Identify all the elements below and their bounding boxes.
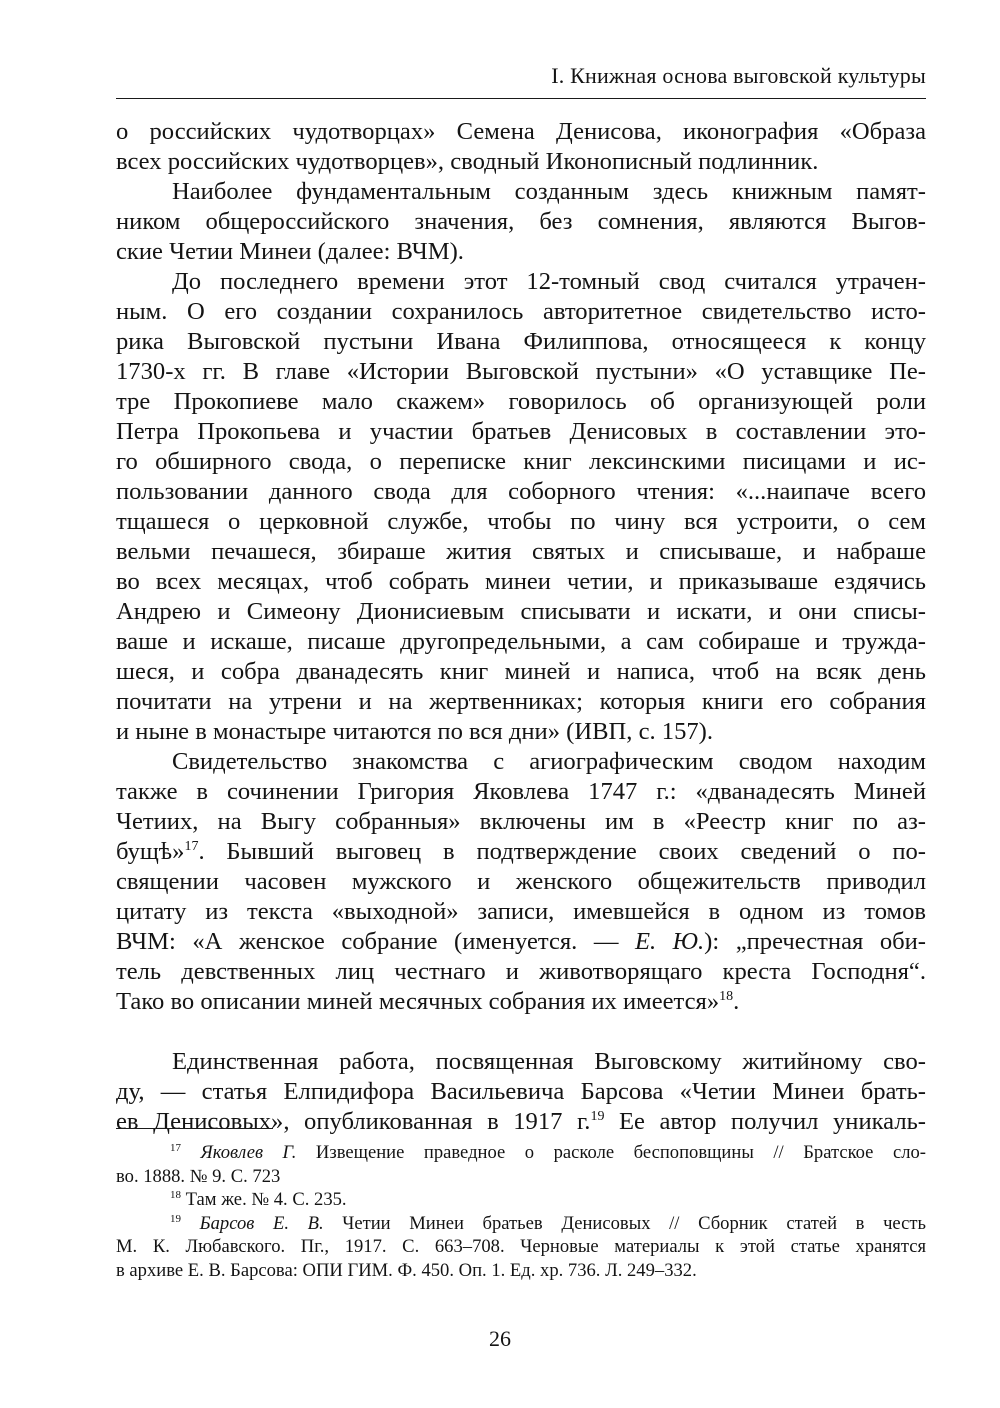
editor-initials: Е. Ю. [634,928,705,955]
text-line: Наиболее фундаментальным созданным здесь книжным памят- [172,178,926,205]
footnote-rule [116,1128,273,1129]
text-line: рика Выговской пустыни Ивана Филиппова, относящееся к концу [116,328,926,355]
text-segment: Тако во описании миней месячных собрания их имеется» [116,988,720,1015]
text-line: священии часовен мужского и женского общежительств приводил [116,868,926,895]
paragraph-4 [116,747,926,1017]
text-line: ские Четии Минеи (далее: ВЧМ). [116,238,464,265]
text-line [116,1141,926,1165]
footnote-number: 18 [170,1189,181,1201]
text-line: вельми печашеся, збираше жития святых и списываше, и набраше [116,538,926,565]
footnote-author: Барсов Е. В. [199,1212,324,1234]
footnote-ref-19[interactable]: 19 [590,1108,605,1124]
footnotes [116,1141,926,1283]
text-segment: . Бывший выговец в подтверждение своих сведений о по- [198,838,926,865]
text-line: М. К. Любавского. Пг., 1917. С. 663–708. Черновые материалы к этой статье хранятся [116,1236,926,1258]
text-line [116,927,926,957]
footnote-19 [116,1212,926,1283]
text-line [116,1212,926,1236]
text-line: Петра Прокопьева и участии братьев Денисовых в составлении это- [116,418,926,445]
text-line: Четиих, на Выгу собранныя» включены им в «Реестр книг по аз- [116,808,926,835]
text-line: ным. О его создании сохранилось авторитетное свидетельство исто- [116,298,926,325]
main-text [116,117,926,1137]
text-segment: бущѣ» [116,838,185,865]
footnote-18 [116,1188,926,1212]
text-line: почитати на утрени и на жертвенниках; которыя книги его собрания [116,688,926,715]
text-line [116,837,926,867]
text-line: пользовании данного свода для соборного чтения: «...наипаче всего [116,478,926,505]
text-line: также в сочинении Григория Яковлева 1747 г.: «дванадесять Миней [116,778,926,805]
paragraph-2 [116,177,926,267]
page-number: 26 [489,1326,511,1351]
text-line: и ныне в монастыре читаются по вся дни» (ИВП, с. 157). [116,718,714,745]
footnote-ref-18[interactable]: 18 [719,988,734,1004]
text-line: Андрею и Симеону Дионисиевым списывати и искати, и они списы- [116,598,926,625]
text-line: 1730-х гг. В главе «Истории Выговской пустыни» «О уставщике Пе- [116,358,926,385]
text-segment: ВЧМ: «А женское собрание (именуется. — [116,928,619,955]
text-line [116,1107,926,1137]
footnote-ref-17[interactable]: 17 [184,838,199,854]
text-line: ником общероссийского значения, без сомнения, являются Выгов- [116,208,926,235]
text-segment: ев Денисовых», опубликованная в 1917 г. [116,1108,591,1135]
header-rule [116,98,926,99]
footnote-author: Яковлев Г. [200,1142,297,1163]
text-line: ду, — статья Елпидифора Васильевича Барсова «Четии Минеи брать- [116,1078,926,1105]
text-line: тель девственных лиц честнаго и животворящаго креста Господня“. [116,958,926,985]
text-line: го обширного свода, о переписке книг лексинскими писицами и ис- [116,448,926,475]
text-segment: Ее автор получил уникаль- [604,1108,926,1135]
text-line: ваше и искаше, писаше другопредельными, а сам собираше и тружда- [116,628,926,655]
paragraph-5 [116,1047,926,1137]
text-line: Свидетельство знакомства с агиографическим сводом находим [172,748,926,775]
text-line: о российских чудотворцах» Семена Денисова, иконография «Образа [116,118,926,145]
footnote-17 [116,1141,926,1188]
text-segment: Четии Минеи братьев Денисовых // Сборник статей в честь [323,1212,927,1234]
text-line: тщашеся о церковной службе, чтобы по чину вся устроити, о сем [116,508,926,535]
footnote-number: 19 [170,1212,181,1225]
text-line: Тако во описании миней месячных собрания их имеется»$^{18}$. [116,988,740,1015]
paragraph-3 [116,267,926,747]
running-head: I. Книжная основа выговской культуры [551,63,926,88]
text-segment: Извещение праведное о расколе беспоповщины // Братское сло- [296,1142,926,1163]
text-line: До последнего времени этот 12-томный свод считался утрачен- [172,268,926,295]
text-line: цитату из текста «выходной» записи, имевшейся в одном из томов [116,898,926,925]
text-line: в архиве Е. В. Барсова: ОПИ ГИМ. Ф. 450. Оп. 1. Ед. хр. 736. Л. 249–332. [116,1259,697,1281]
text-line: всех российских чудотворцев», сводный Иконописный подлинник. [116,148,819,175]
text-segment: ): „пречестная оби- [704,928,926,955]
text-line: Единственная работа, посвященная Выговскому житийному сво- [172,1048,926,1075]
paragraph-1 [116,117,926,177]
text-line [116,1188,926,1212]
text-segment: Там же. № 4. С. 235. [181,1189,347,1211]
text-line: шеся, и собра дванадесять книг миней и написа, чтоб на всяк день [116,658,926,685]
footnote-number: 17 [170,1141,181,1154]
text-line: во всех месяцах, чтоб собрать минеи четии, и приказываше ездячись [116,568,926,595]
section-gap [116,1017,926,1047]
text-line: во. 1888. № 9. С. 723 [116,1165,281,1187]
text-line: тре Прокопиеве мало скажем» говорилось об организующей роли [116,388,926,415]
